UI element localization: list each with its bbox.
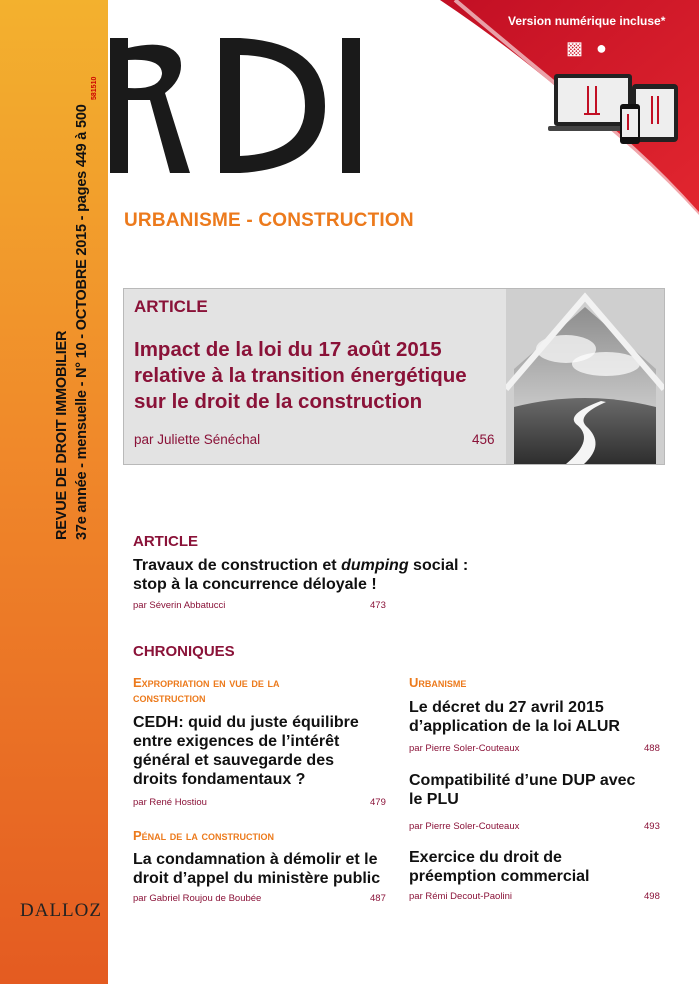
chronique-left-0-sub: Expropriation en vue de la construction bbox=[133, 675, 280, 705]
article2-author: par Séverin Abbatucci bbox=[133, 600, 226, 611]
chronique-right-2-page: 498 bbox=[644, 891, 660, 902]
chronique-left-1-title[interactable]: La condamnation à démolir et le droit d’appel du ministère public bbox=[133, 851, 381, 887]
spine-code: 581510 bbox=[91, 76, 98, 100]
spine-issue-info: 37e année - mensuelle - N° 10 - OCTOBRE 2015 - pages 449 à 500 bbox=[74, 104, 90, 540]
chronique-right-1-title[interactable]: Compatibilité d’une DUP avec le PLU bbox=[409, 772, 636, 808]
article2-page: 473 bbox=[370, 600, 386, 611]
feature-kicker: ARTICLE bbox=[134, 297, 208, 316]
chronique-right-0-title[interactable]: Le décret du 27 avril 2015 d’application de la loi ALUR bbox=[409, 699, 620, 735]
feature-article[interactable] bbox=[123, 288, 665, 465]
article2-title-em: dumping bbox=[341, 557, 409, 574]
article2-title-post: social : stop à la concurrence déloyale ! bbox=[133, 557, 469, 593]
chronique-right-2-author: par Rémi Decout-Paolini bbox=[409, 891, 512, 902]
devices-illustration bbox=[548, 64, 688, 154]
article2-kicker: ARTICLE bbox=[133, 533, 198, 550]
chronique-left-0-page: 479 bbox=[370, 797, 386, 808]
section-title: URBANISME - CONSTRUCTION bbox=[124, 210, 414, 231]
apple-icon: ● bbox=[596, 38, 607, 58]
chronique-left-1-author: par Gabriel Roujou de Boubée bbox=[133, 893, 262, 904]
article2-title-pre: Travaux de construction et bbox=[133, 557, 342, 574]
rdi-logo bbox=[110, 38, 360, 173]
os-icons bbox=[566, 38, 607, 59]
chronique-left-1-page: 487 bbox=[370, 893, 386, 904]
digital-version-note: Version numérique incluse* bbox=[508, 14, 666, 28]
article2-title[interactable] bbox=[133, 556, 473, 594]
feature-title: Impact de la loi du 17 août 2015 relative à la transition énergétique sur le droit de la construction bbox=[134, 338, 467, 413]
chronique-left-1-sub: Pénal de la construction bbox=[133, 828, 275, 843]
publisher-logo: DALLOZ bbox=[20, 900, 102, 921]
chronique-right-sub: Urbanisme bbox=[409, 675, 467, 690]
chroniques-heading: CHRONIQUES bbox=[133, 643, 235, 660]
chronique-left-0-author: par René Hostiou bbox=[133, 797, 207, 808]
house-landscape-image bbox=[506, 289, 664, 464]
chronique-right-0-page: 488 bbox=[644, 743, 660, 754]
android-icon: ▩ bbox=[566, 38, 584, 58]
chronique-right-1-page: 493 bbox=[644, 821, 660, 832]
feature-author: par Juliette Sénéchal bbox=[134, 432, 261, 447]
feature-page: 456 bbox=[472, 432, 495, 447]
chronique-right-2-title[interactable]: Exercice du droit de préemption commercial bbox=[409, 849, 590, 885]
chronique-left-0-title[interactable]: CEDH: quid du juste équilibre entre exigences de l’intérêt général et sauvegarde des droits fondamentaux ? bbox=[133, 714, 359, 788]
spine-journal-title: REVUE DE DROIT IMMOBILIER bbox=[54, 330, 70, 540]
chronique-right-0-author: par Pierre Soler-Couteaux bbox=[409, 743, 520, 754]
chronique-right-1-author: par Pierre Soler-Couteaux bbox=[409, 821, 520, 832]
